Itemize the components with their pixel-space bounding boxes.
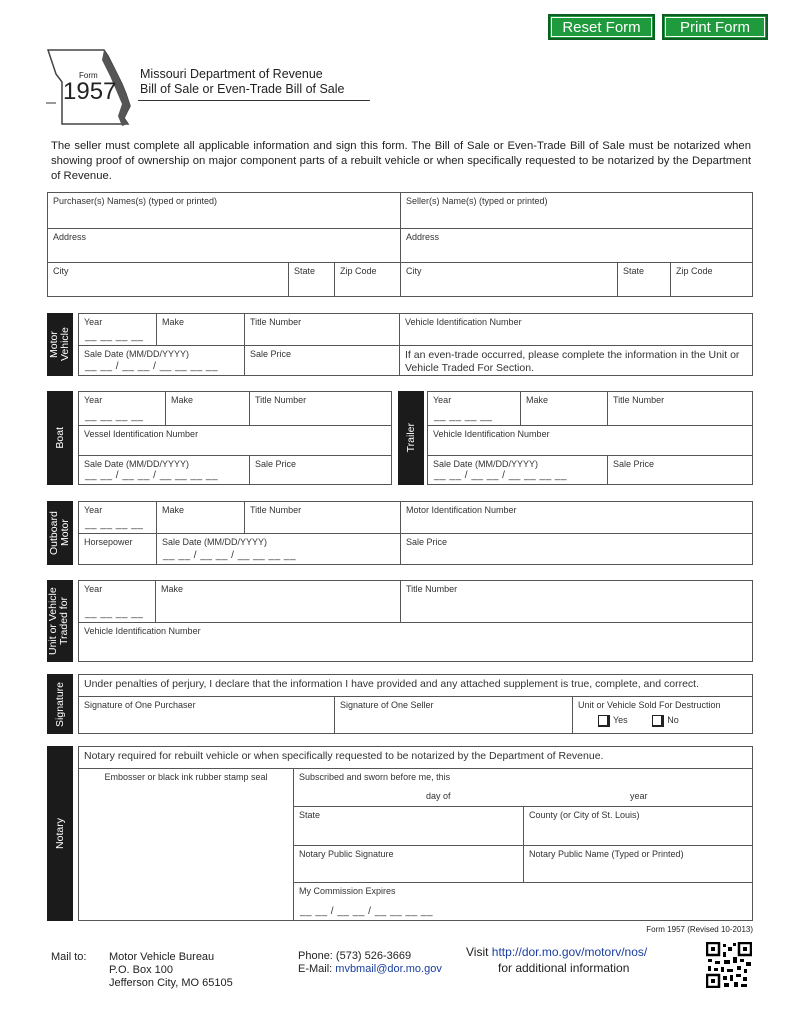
label: Make: [171, 395, 194, 405]
trailer-title-number-field[interactable]: [607, 391, 753, 426]
blank: __ __ / __ __ / __ __ __ __: [434, 470, 568, 481]
notary-name-field[interactable]: [523, 845, 753, 883]
notary-requirement: Notary required for rebuilt vehicle or when specifically requested to be notarized by the Department of Revenue.: [78, 746, 753, 769]
yes-checkbox[interactable]: Yes: [598, 715, 628, 725]
blank: __ __ __ __: [434, 411, 493, 422]
revision-note: Form 1957 (Revised 10-2013): [646, 925, 753, 934]
seller-state-field[interactable]: [617, 262, 671, 297]
label: City: [406, 266, 422, 276]
mv-make-field[interactable]: [156, 313, 245, 346]
label: Zip Code: [676, 266, 713, 276]
destruction-options: [578, 715, 747, 727]
label: Zip Code: [340, 266, 377, 276]
boat-title-number-field[interactable]: [249, 391, 392, 426]
blank: __ __ / __ __ / __ __ __ __: [300, 906, 434, 917]
email-link[interactable]: mvbmail@dor.mo.gov: [335, 963, 442, 975]
label: Vehicle Identification Number: [84, 626, 201, 636]
traded-vin-field[interactable]: [78, 622, 753, 662]
label: Sale Price: [613, 459, 655, 469]
label: Sale Date (MM/DD/YYYY): [162, 537, 268, 547]
label: Year: [84, 317, 103, 327]
blank: __ __ __ __: [85, 331, 144, 342]
blank: __ __ / __ __ / __ __ __ __: [163, 550, 297, 561]
boat-sale-price-field[interactable]: [249, 455, 392, 485]
day-of-label: day of: [426, 791, 451, 801]
perjury-declaration: Under penalties of perjury, I declare that the information I have provided and any attached supplement is true, complete, and correct.: [78, 674, 753, 697]
label: Sale Price: [250, 349, 292, 359]
label: Title Number: [613, 395, 665, 405]
form-label: Form: [79, 71, 98, 80]
traded-make-field[interactable]: [155, 580, 401, 623]
label: Vehicle Identification Number: [405, 317, 522, 327]
mv-year-field[interactable]: [78, 313, 157, 346]
visit-line: Visit http://dor.mo.gov/motorv/nos/: [466, 945, 648, 959]
label: Sale Date (MM/DD/YYYY): [433, 459, 539, 469]
label: Horsepower: [84, 537, 133, 547]
outboard-year-field[interactable]: [78, 501, 157, 534]
trailer-sale-price-field[interactable]: [607, 455, 753, 485]
additional-info: for additional information: [498, 961, 630, 975]
intro-text: The seller must complete all applicable information and sign this form. The Bill of Sale or Even-Trade Bill of Sale must be notarized when showing proof of ownership on major component parts of a rebuilt vehicle or when specifically requested to be notarized by the Department of Revenue.: [51, 140, 751, 182]
label: County (or City of St. Louis): [529, 810, 640, 820]
form-number: 1957: [63, 78, 117, 105]
subscribed-field[interactable]: [293, 768, 753, 807]
horsepower-field[interactable]: [78, 533, 157, 565]
label: City: [53, 266, 69, 276]
label: Sale Date (MM/DD/YYYY): [84, 459, 190, 469]
blank: __ __ __ __: [85, 519, 144, 530]
department-name: Missouri Department of Revenue: [140, 67, 323, 81]
checkbox-icon: [652, 715, 664, 727]
motor-vehicle-section-label: Motor Vehicle: [47, 313, 73, 376]
label: Address: [406, 232, 440, 242]
label: Year: [433, 395, 452, 405]
label: Sale Price: [406, 537, 448, 547]
address-line-1: Motor Vehicle Bureau: [109, 951, 215, 963]
trailer-section-label: Trailer: [398, 391, 424, 485]
mv-vin-field[interactable]: [399, 313, 753, 346]
label: Address: [53, 232, 87, 242]
trailer-make-field[interactable]: [520, 391, 608, 426]
mv-sale-price-field[interactable]: [244, 345, 400, 376]
purchaser-state-field[interactable]: [288, 262, 335, 297]
blank: __ __ __ __: [85, 608, 144, 619]
boat-make-field[interactable]: [165, 391, 250, 426]
label: Year: [84, 584, 103, 594]
blank: __ __ / __ __ / __ __ __ __: [85, 361, 219, 372]
label: Notary Public Signature: [299, 849, 394, 859]
notary-state-field[interactable]: [293, 806, 524, 846]
label: Vessel Identification Number: [84, 429, 199, 439]
checkbox-icon: [598, 715, 610, 727]
trailer-vin-field[interactable]: [427, 425, 753, 456]
boat-year-field[interactable]: [78, 391, 166, 426]
qr-code-icon: [706, 942, 752, 988]
destruction-field: [572, 696, 753, 734]
label: Motor Identification Number: [406, 505, 517, 515]
seller-city-field[interactable]: [400, 262, 618, 297]
commission-expires-field[interactable]: [293, 882, 753, 921]
outboard-sale-date-field[interactable]: [156, 533, 401, 565]
label: Make: [526, 395, 549, 405]
notary-seal-area: [78, 768, 294, 921]
purchaser-zip-field[interactable]: [334, 262, 401, 297]
mv-title-number-field[interactable]: [244, 313, 400, 346]
notary-signature-field[interactable]: [293, 845, 524, 883]
address-line-2: P.O. Box 100: [109, 964, 174, 976]
label: State: [299, 810, 321, 820]
label: Purchaser(s) Names(s) (typed or printed): [53, 196, 218, 206]
print-form-button[interactable]: Print Form: [662, 14, 768, 40]
boat-sale-date-field[interactable]: [78, 455, 250, 485]
outboard-title-number-field[interactable]: [244, 501, 401, 534]
label: Year: [84, 395, 103, 405]
outboard-motor-section-label: Outboard Motor: [47, 501, 73, 565]
label: Make: [161, 584, 184, 594]
purchaser-signature-field[interactable]: [78, 696, 335, 734]
vessel-id-field[interactable]: [78, 425, 392, 456]
notary-section-label: Notary: [47, 746, 73, 921]
label: Title Number: [250, 317, 302, 327]
purchaser-city-field[interactable]: [47, 262, 289, 297]
label: Sale Date (MM/DD/YYYY): [84, 349, 190, 359]
mv-even-trade-note: If an even-trade occurred, please complete the information in the Unit or Vehicle Traded For Section.: [399, 345, 753, 376]
label: Make: [162, 317, 185, 327]
label: Title Number: [255, 395, 307, 405]
trailer-year-field[interactable]: [427, 391, 521, 426]
blank: __ __ __ __: [85, 411, 144, 422]
label: Title Number: [406, 584, 458, 594]
label: Year: [84, 505, 103, 515]
reset-form-button[interactable]: Reset Form: [548, 14, 655, 40]
signature-section-label: Signature: [47, 674, 73, 734]
label: Make: [162, 505, 185, 515]
label: Subscribed and sworn before me, this: [299, 772, 451, 782]
label: Sale Price: [255, 459, 297, 469]
label: Embosser or black ink rubber stamp seal: [104, 772, 268, 782]
notary-county-field[interactable]: [523, 806, 753, 846]
label: Title Number: [250, 505, 302, 515]
label: Unit or Vehicle Sold For Destruction: [578, 700, 721, 710]
no-checkbox[interactable]: No: [652, 715, 679, 725]
boat-section-label: Boat: [47, 391, 73, 485]
motor-id-field[interactable]: [400, 501, 753, 534]
label: Vehicle Identification Number: [433, 429, 550, 439]
phone: Phone: (573) 526-3669: [298, 950, 412, 962]
form-title: Bill of Sale or Even-Trade Bill of Sale: [140, 82, 345, 96]
label: Notary Public Name (Typed or Printed): [529, 849, 684, 859]
label: State: [623, 266, 645, 276]
seller-signature-field[interactable]: [334, 696, 573, 734]
seller-names-field[interactable]: [400, 192, 753, 229]
outboard-make-field[interactable]: [156, 501, 245, 534]
trailer-sale-date-field[interactable]: [427, 455, 608, 485]
traded-year-field[interactable]: [78, 580, 156, 623]
label: Signature of One Seller: [340, 700, 434, 710]
title-rule: [138, 100, 370, 101]
mv-sale-date-field[interactable]: [78, 345, 245, 376]
label: State: [294, 266, 316, 276]
label: My Commission Expires: [299, 886, 396, 896]
email-line: E-Mail: mvbmail@dor.mo.gov: [298, 963, 442, 975]
label: Signature of One Purchaser: [84, 700, 196, 710]
traded-title-number-field[interactable]: [400, 580, 753, 623]
purchaser-address-field[interactable]: [47, 228, 401, 263]
seller-zip-field[interactable]: [670, 262, 753, 297]
purchaser-names-field[interactable]: [47, 192, 401, 229]
address-line-3: Jefferson City, MO 65105: [109, 977, 233, 989]
label: Seller(s) Name(s) (typed or printed): [406, 196, 548, 206]
website-link[interactable]: http://dor.mo.gov/motorv/nos/: [491, 945, 648, 959]
year-label: year: [630, 791, 648, 801]
seller-address-field[interactable]: [400, 228, 753, 263]
outboard-sale-price-field[interactable]: [400, 533, 753, 565]
mail-to-label: Mail to:: [51, 951, 87, 963]
traded-section-label: Unit or Vehicle Traded for: [47, 580, 73, 662]
blank: __ __ / __ __ / __ __ __ __: [85, 470, 219, 481]
